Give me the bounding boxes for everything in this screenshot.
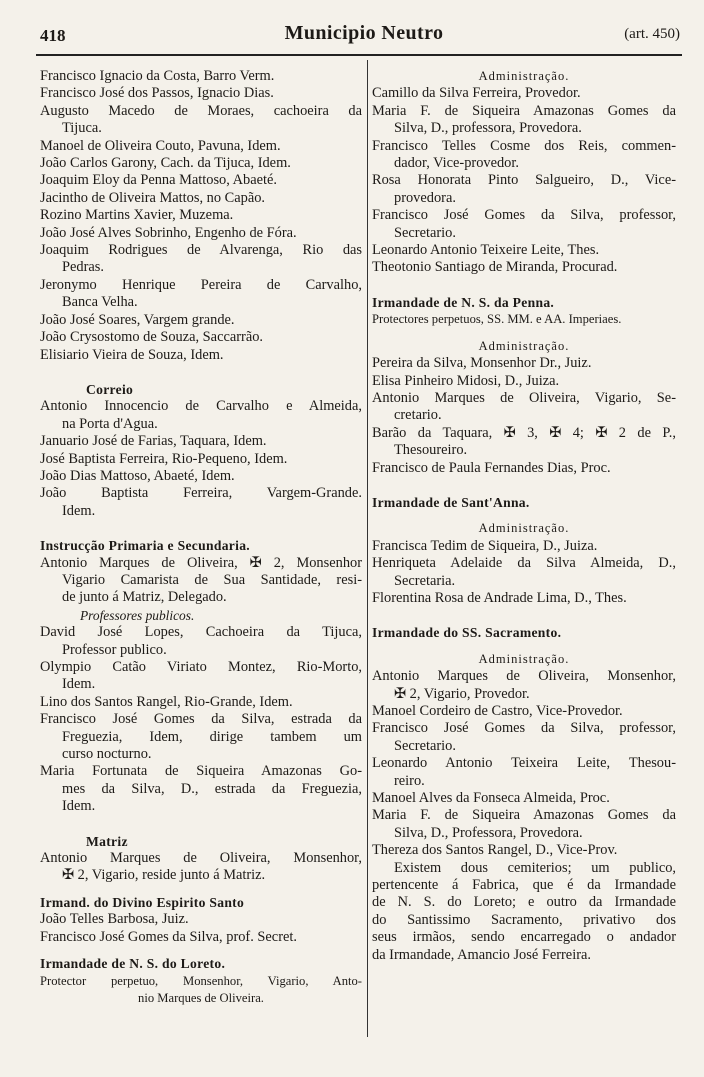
entry-line: Francisco José Gomes da Silva, prof. Secret. (40, 928, 297, 945)
entry-line: Antonio Marques de Oliveira, Monsenhor, (372, 668, 676, 685)
entry-line: Maria F. de Siqueira Amazonas Gomes da (372, 807, 676, 824)
entry-line: Protector perpetuo, Monsenhor, Vigario, Anto- (40, 973, 362, 988)
entry-line: Professor publico. (62, 641, 167, 658)
entry-line: Freguezia, Idem, dirige tambem um (62, 728, 362, 745)
entry-line: seus irmãos, sendo encarregado o andador (372, 929, 676, 946)
subheading: Professores publicos. (80, 607, 195, 623)
entry-line: Protectores perpetuos, SS. MM. e AA. Imperiaes. (372, 312, 622, 327)
entry-line: Lino dos Santos Rangel, Rio-Grande, Idem. (40, 693, 293, 710)
entry-line: João Carlos Garony, Cach. da Tijuca, Idem. (40, 155, 291, 172)
entry-line: João Baptista Ferreira, Vargem-Grande. (40, 485, 362, 502)
entry-line: cretario. (394, 407, 442, 424)
spacer (372, 329, 676, 338)
entry-line: João José Alves Sobrinho, Engenho de Fóra. (40, 224, 297, 241)
entry-line: Elisiario Vieira de Souza, Idem. (40, 346, 224, 363)
entry-line: pertencente á Fabrica, que é da Irmandade (372, 877, 676, 894)
entry-line: Rozino Martins Xavier, Muzema. (40, 207, 234, 224)
entry-line: na Porta d'Agua. (62, 415, 158, 432)
entry-line: Silva, D., Professora, Provedora. (394, 824, 583, 841)
entry-line: Barão da Taquara, ✠ 3, ✠ 4; ✠ 2 de P., (372, 424, 676, 441)
entry-line: Maria F. de Siqueira Amazonas Gomes da (372, 102, 676, 119)
entry-line: curso nocturno. (62, 746, 152, 763)
entry-line: Joaquim Rodrigues de Alvarenga, Rio das (40, 242, 362, 259)
entry-line: Camillo da Silva Ferreira, Provedor. (372, 85, 581, 102)
entry-line: de junto á Matriz, Delegado. (62, 589, 227, 606)
entry-line: Idem. (62, 798, 96, 815)
entry-line: Rosa Honorata Pinto Salgueiro, D., Vice- (372, 172, 676, 189)
entry-line: provedora. (394, 189, 456, 206)
entry-line: Thesoureiro. (394, 442, 468, 459)
entry-line: Jeronymo Henrique Pereira de Carvalho, (40, 276, 362, 293)
entry-line: Leonardo Antonio Teixeire Leite, Thes. (372, 242, 600, 259)
entry-line: Francisca Tedim de Siqueira, D., Juiza. (372, 537, 598, 554)
page-number: 418 (40, 26, 66, 45)
entry-line: Francisco José Gomes da Silva, estrada da (40, 711, 362, 728)
spacer (40, 816, 362, 833)
entry-line: Secretaria. (394, 572, 456, 589)
entry-line: Thereza dos Santos Rangel, D., Vice-Prov. (372, 842, 618, 859)
entry-line: Antonio Marques de Oliveira, ✠ 2, Monsenhor (40, 554, 362, 571)
entry-line: Tijuca. (62, 120, 102, 137)
entry-line: Francisco José Gomes da Silva, professor, (372, 207, 676, 224)
section-heading: Irmandade de Sant'Anna. (372, 494, 530, 510)
entry-line: João José Soares, Vargem grande. (40, 311, 235, 328)
entry-line: mes da Silva, D., estrada da Freguezia, (62, 780, 362, 797)
subsection-heading: Administração. (478, 521, 570, 536)
entry-line: Francisco José Gomes da Silva, professor, (372, 720, 676, 737)
entry-line: Antonio Marques de Oliveira, Vigario, Se- (372, 389, 676, 406)
entry-line: Vigario Camarista de Sua Santidade, resi- (62, 571, 362, 588)
spacer (40, 520, 362, 537)
entry-line: Manoel Alves da Fonseca Almeida, Proc. (372, 790, 610, 807)
entry-line: Olympio Catão Viriato Montez, Rio-Morto, (40, 659, 362, 675)
entry-line: Antonio Innocencio de Carvalho e Almeida, (40, 398, 362, 415)
entry-line: reiro. (394, 772, 425, 789)
entry-line: Manoel Cordeiro de Castro, Vice-Provedor. (372, 703, 623, 719)
spacer (372, 277, 676, 294)
entry-line: do Santissimo Sacramento, privativo dos (372, 911, 676, 928)
spacer (372, 511, 676, 520)
entry-line: Pedras. (62, 259, 104, 276)
entry-line: Francisco Ignacio da Costa, Barro Verm. (40, 68, 275, 84)
column-divider (367, 60, 368, 1037)
spacer (40, 364, 362, 381)
entry-line: ✠ 2, Vigario, reside junto á Matriz. (62, 867, 266, 884)
section-heading: Irmandade de N. S. da Penna. (372, 294, 555, 310)
section-heading: Irmandade do SS. Sacramento. (372, 625, 562, 641)
entry-line: Joaquim Eloy da Penna Mattoso, Abaeté. (40, 172, 278, 189)
entry-line: João Dias Mattoso, Abaeté, Idem. (40, 467, 235, 484)
entry-line: Florentina Rosa de Andrade Lima, D., Thes. (372, 589, 627, 606)
spacer (372, 607, 676, 624)
entry-line: da Irmandade, Amancio José Ferreira. (372, 946, 591, 963)
entry-line: Januario José de Farias, Taquara, Idem. (40, 433, 267, 450)
right-column (372, 68, 676, 964)
entry-line: Antonio Marques de Oliveira, Monsenhor, (40, 850, 362, 867)
section-heading: Instrucção Primaria e Secundaria. (40, 538, 251, 554)
spacer (372, 477, 676, 494)
entry-line: Secretario. (394, 224, 456, 241)
entry-line: João Crysostomo de Souza, Saccarrão. (40, 329, 263, 346)
section-heading: Irmandade de N. S. do Loreto. (40, 956, 226, 972)
page-title: Municipio Neutro (284, 22, 444, 44)
left-column (40, 68, 362, 1007)
entry-line: nio Marques de Oliveira. (138, 990, 264, 1005)
entry-line: David José Lopes, Cachoeira da Tijuca, (40, 624, 362, 641)
entry-line: José Baptista Ferreira, Rio-Pequeno, Idem. (40, 450, 288, 467)
entry-line: Pereira da Silva, Monsenhor Dr., Juiz. (372, 355, 592, 372)
subsection-heading: Administração. (478, 69, 570, 83)
header-rule (36, 54, 682, 56)
subsection-heading: Administração. (478, 338, 570, 353)
entry-line: Secretario. (394, 737, 456, 754)
section-heading: Correio (86, 381, 134, 397)
entry-line: Idem. (62, 502, 96, 519)
subsection-heading: Administração. (478, 651, 570, 666)
spacer (372, 642, 676, 651)
entry-line: Banca Velha. (62, 294, 138, 311)
section-heading: Matriz (86, 833, 128, 849)
entry-line: Henriqueta Adelaide da Silva Almeida, D., (372, 555, 676, 572)
entry-line: Theotonio Santiago de Miranda, Procurad. (372, 259, 618, 276)
entry-line: Maria Fortunata de Siqueira Amazonas Go- (40, 763, 362, 780)
section-heading: Irmand. do Divino Espirito Santo (40, 894, 245, 910)
entry-line: de N. S. do Loreto; e outro da Irmandade (372, 894, 676, 911)
entry-line: Francisco de Paula Fernandes Dias, Proc. (372, 459, 611, 476)
entry-line: dador, Vice-provedor. (394, 155, 519, 172)
entry-line: Francisco José dos Passos, Ignacio Dias. (40, 85, 274, 102)
entry-line: Leonardo Antonio Teixeira Leite, Thesou- (372, 755, 676, 772)
spacer (40, 885, 362, 894)
entry-line: Silva, D., professora, Provedora. (394, 120, 582, 137)
entry-line: Existem dous cemiterios; um publico, (394, 859, 676, 876)
article-reference: (art. 450) (624, 26, 680, 42)
spacer (40, 946, 362, 955)
entry-line: Francisco Telles Cosme dos Reis, commen- (372, 137, 676, 154)
entry-line: Manoel de Oliveira Couto, Pavuna, Idem. (40, 137, 281, 154)
entry-line: Jacintho de Oliveira Mattos, no Capão. (40, 189, 266, 206)
entry-line: ✠ 2, Vigario, Provedor. (394, 685, 530, 702)
entry-line: Idem. (62, 676, 96, 693)
entry-line: Elisa Pinheiro Midosi, D., Juiza. (372, 372, 560, 389)
page-header (40, 18, 688, 52)
entry-line: João Telles Barbosa, Juiz. (40, 911, 189, 928)
entry-line: Augusto Macedo de Moraes, cachoeira da (40, 102, 362, 119)
